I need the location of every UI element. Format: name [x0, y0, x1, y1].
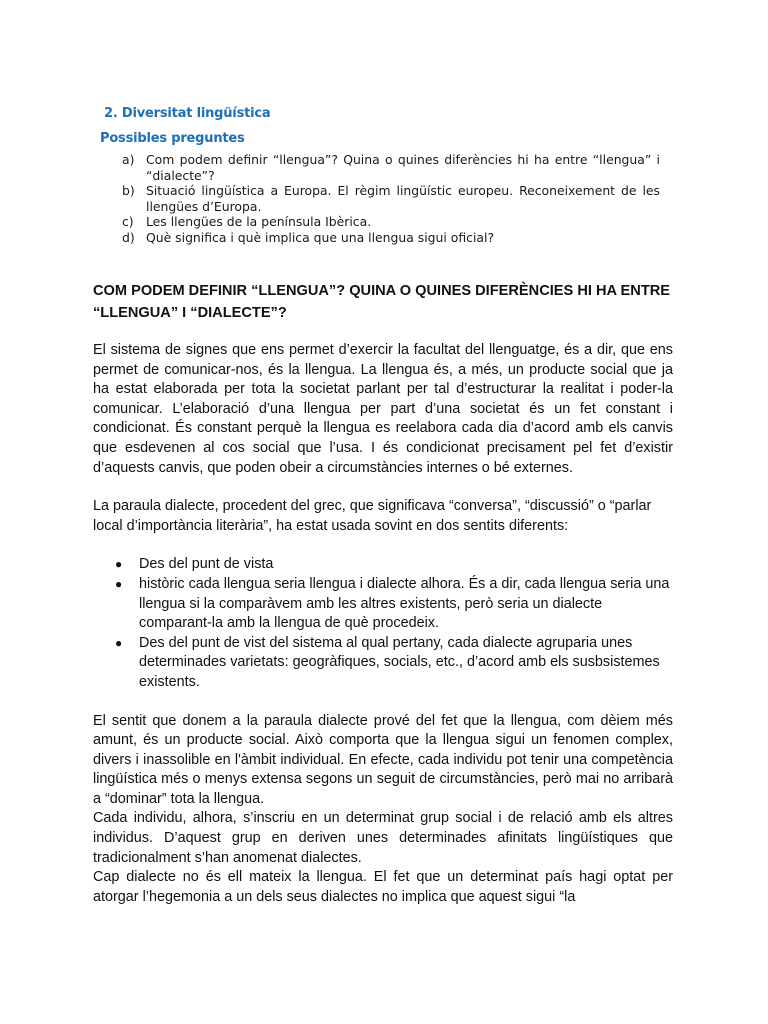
paragraph-dialecte-origin: La paraula dialecte, procedent del grec, que significava “conversa”, “discussió” o “parlar local d’importància literària”, ha estat usada sovint en dos sentits diferents: — [93, 498, 652, 534]
question-text: Situació lingüística a Europa. El règim lingüístic europeu. Reconeixement de les llengües d’Europa. — [146, 183, 660, 214]
question-item — [122, 152, 660, 183]
bullet-list — [93, 555, 673, 692]
embedded-question-list-image — [100, 106, 660, 245]
question-text: Com podem definir “llengua”? Quina o quines diferències hi ha entre “llengua” i “dialecte”? — [146, 152, 660, 183]
question-item — [122, 230, 660, 246]
bullet-text: Des del punt de vista — [139, 556, 274, 573]
paragraph-gap — [93, 478, 673, 497]
paragraph-llengua-definition: El sistema de signes que ens permet d’exercir la facultat del llenguatge, és a dir, que ens permet de comunicar-nos, és la llengua. La llengua és, a més, un producte social que ja ha estat elaborada per tota la societat parlant per tal d’estructurar la realitat i poder-la comunicar. L’elaboració d’una llengua per part d’una societat és un fet constant i condicionat. És constant perquè la llengua es reelabora cada dia d’acord amb els canvis que esdevenen al cos social que l’usa. I és condicionat precisament pel fet d’existir d’aquests canvis, que poden obeir a circumstàncies internes o bé externes. — [93, 342, 673, 476]
question-item — [122, 214, 660, 230]
section-title: 2. Diversitat lingüística — [104, 106, 271, 121]
paragraph-social-group: Cada individu, alhora, s’inscriu en un determinat grup social i de relació amb els altres individus. D’aquest grup en deriven unes determinades afinitats lingüístiques que tradicionalment s’han anomenat dialectes. — [93, 810, 673, 866]
question-item — [122, 183, 660, 214]
bullet-item — [115, 555, 673, 575]
paragraph-hegemony: Cap dialecte no és ell mateix la llengua. El fet que un determinat país hagi optat per atorgar l’hegemonia a un dels seus dialectes no implica que aquest sigui “la — [93, 869, 673, 905]
document-body — [93, 280, 673, 907]
bullet-icon: ● — [115, 557, 123, 572]
question-letter: d) — [122, 229, 135, 245]
bullet-text: històric cada llengua seria llengua i dialecte alhora. És a dir, cada llengua seria una llengua si la comparàvem amb les altres existents, però seria un dialecte comparant-la amb la llengua de què procedeix. — [139, 575, 670, 632]
question-letter: a) — [122, 152, 135, 167]
paragraph-social-product: El sentit que donem a la paraula dialecte prové del fet que la llengua, com dèiem més amunt, és un producte social. Això comporta que la llengua sigui un fenomen complex, divers i inassolible en l'àmbit individual. En efecte, cada individu pot tenir una competència lingüística més o menys extensa segons un seguit de circumstàncies, però mai no arribarà a “dominar” tota la llengua. — [93, 712, 673, 807]
question-list — [100, 152, 660, 245]
bullet-text: Des del punt de vist del sistema al qual pertany, cada dialecte agruparia unes determinades varietats: geogràfiques, socials, etc., d’acord amb els susbsistemes existents. — [139, 634, 660, 690]
question-text: Les llengües de la península Ibèrica. — [146, 214, 372, 229]
section-subtitle: Possibles preguntes — [100, 131, 245, 146]
paragraph-gap — [93, 693, 673, 712]
bullet-item — [115, 575, 673, 634]
bullet-icon: ● — [115, 576, 123, 591]
question-text: Què significa i què implica que una llengua sigui oficial? — [146, 229, 495, 245]
paragraph-gap — [93, 536, 673, 555]
document-heading: COM PODEM DEFINIR “LLENGUA”? QUINA O QUINES DIFERÈNCIES HI HA ENTRE “LLENGUA” I “DIALECTE”? — [93, 283, 671, 321]
question-letter: b) — [122, 183, 135, 198]
bullet-icon: ● — [115, 635, 123, 650]
bullet-item — [115, 634, 673, 693]
question-letter: c) — [122, 214, 134, 229]
